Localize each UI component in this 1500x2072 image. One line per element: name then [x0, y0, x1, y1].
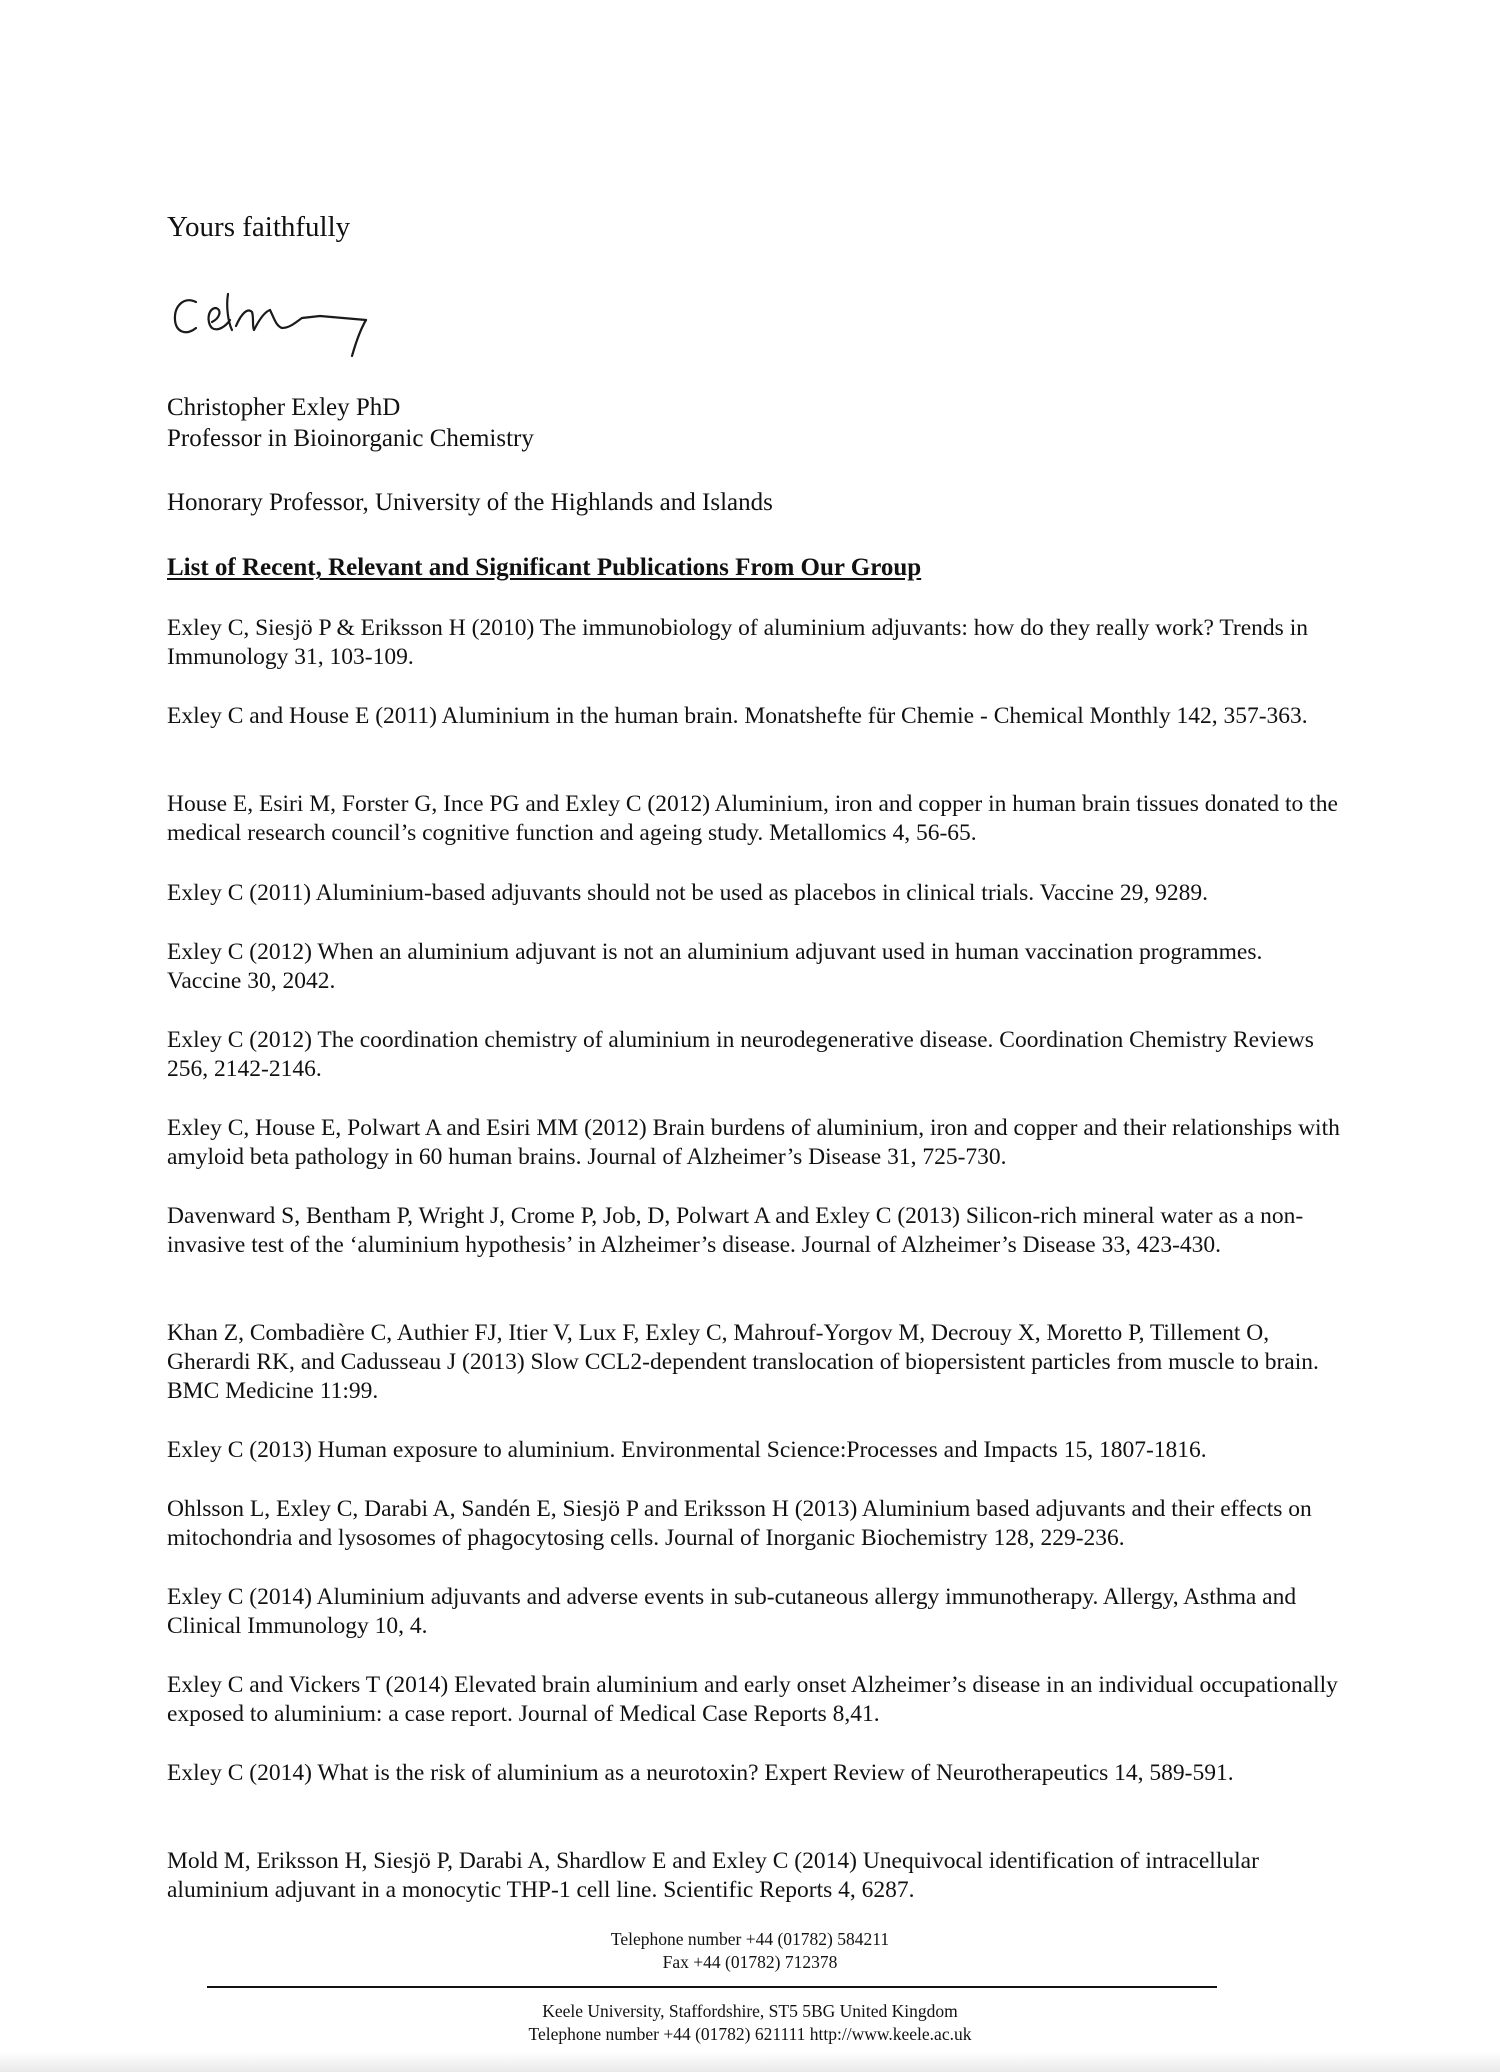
- signatory-name: Christopher Exley PhD: [167, 394, 401, 421]
- publication-item: Exley C (2013) Human exposure to aluminium. Environmental Science:Processes and Impacts 15, 1807-1816.: [167, 1437, 1207, 1463]
- footer-main-line: Telephone number +44 (01782) 621111 http://www.keele.ac.uk: [528, 2024, 972, 2044]
- handwritten-signature: [170, 282, 400, 362]
- honorary-title: Honorary Professor, University of the Highlands and Islands: [167, 489, 773, 516]
- footer-divider: [207, 1986, 1217, 1988]
- publications-heading: List of Recent, Relevant and Significant Publications From Our Group: [167, 554, 922, 581]
- publication-item: Exley C (2012) When an aluminium adjuvant is not an aluminium adjuvant used in human vaccination programmes. Vaccine 30, 2042.: [167, 939, 1263, 994]
- publication-item: Exley C and Vickers T (2014) Elevated brain aluminium and early onset Alzheimer’s disease in an individual occupationally exposed to aluminium: a case report. Journal of Medical Case Reports 8,41.: [167, 1672, 1338, 1727]
- publication-item: Exley C and House E (2011) Aluminium in the human brain. Monatshefte für Chemie - Chemical Monthly 142, 357-363.: [167, 703, 1308, 729]
- publication-item: House E, Esiri M, Forster G, Ince PG and Exley C (2012) Aluminium, iron and copper in human brain tissues donated to the medical research council’s cognitive function and ageing study. Metallomics 4, 56-65.: [167, 791, 1338, 846]
- publication-item: Exley C, Siesjö P & Eriksson H (2010) The immunobiology of aluminium adjuvants: how do they really work? Trends in Immunology 31, 103-109.: [167, 615, 1308, 670]
- publication-item: Exley C (2012) The coordination chemistry of aluminium in neurodegenerative disease. Coordination Chemistry Reviews 256, 2142-2146.: [167, 1027, 1314, 1082]
- page-edge-shadow: [0, 2052, 1500, 2072]
- publication-item: Ohlsson L, Exley C, Darabi A, Sandén E, Siesjö P and Eriksson H (2013) Aluminium based adjuvants and their effects on mitochondria and lysosomes of phagocytosing cells. Journal of Inorganic Biochemistry 128, 229-236.: [167, 1496, 1312, 1551]
- publication-item: Davenward S, Bentham P, Wright J, Crome P, Job, D, Polwart A and Exley C (2013) Silicon-rich mineral water as a non-invasive test of the ‘aluminium hypothesis’ in Alzheimer’s disease. Journal of Alzheimer’s Disease 33, 423-430.: [167, 1203, 1304, 1258]
- signatory-title: Professor in Bioinorganic Chemistry: [167, 425, 534, 452]
- publication-item: Khan Z, Combadière C, Authier FJ, Itier V, Lux F, Exley C, Mahrouf-Yorgov M, Decrouy X, Moretto P, Tillement O, Gherardi RK, and Cadusseau J (2013) Slow CCL2-dependent translocation of biopersistent particles from muscle to brain. BMC Medicine 11:99.: [167, 1320, 1319, 1404]
- publication-item: Exley C (2014) Aluminium adjuvants and adverse events in sub-cutaneous allergy immunotherapy. Allergy, Asthma and Clinical Immunology 10, 4.: [167, 1584, 1297, 1639]
- publication-item: Exley C, House E, Polwart A and Esiri MM (2012) Brain burdens of aluminium, iron and copper and their relationships with amyloid beta pathology in 60 human brains. Journal of Alzheimer’s Disease 31, 725-730.: [167, 1115, 1340, 1170]
- publication-item: Mold M, Eriksson H, Siesjö P, Darabi A, Shardlow E and Exley C (2014) Unequivocal identification of intracellular aluminium adjuvant in a monocytic THP-1 cell line. Scientific Reports 4, 6287.: [167, 1848, 1259, 1903]
- publication-item: Exley C (2014) What is the risk of aluminium as a neurotoxin? Expert Review of Neurotherapeutics 14, 589-591.: [167, 1760, 1234, 1786]
- closing-line: Yours faithfully: [167, 211, 351, 243]
- publication-item: Exley C (2011) Aluminium-based adjuvants should not be used as placebos in clinical trials. Vaccine 29, 9289.: [167, 880, 1208, 906]
- footer-telephone: Telephone number +44 (01782) 584211: [610, 1929, 890, 1949]
- footer-fax: Fax +44 (01782) 712378: [662, 1952, 838, 1972]
- footer-address: Keele University, Staffordshire, ST5 5BG United Kingdom: [542, 2001, 958, 2021]
